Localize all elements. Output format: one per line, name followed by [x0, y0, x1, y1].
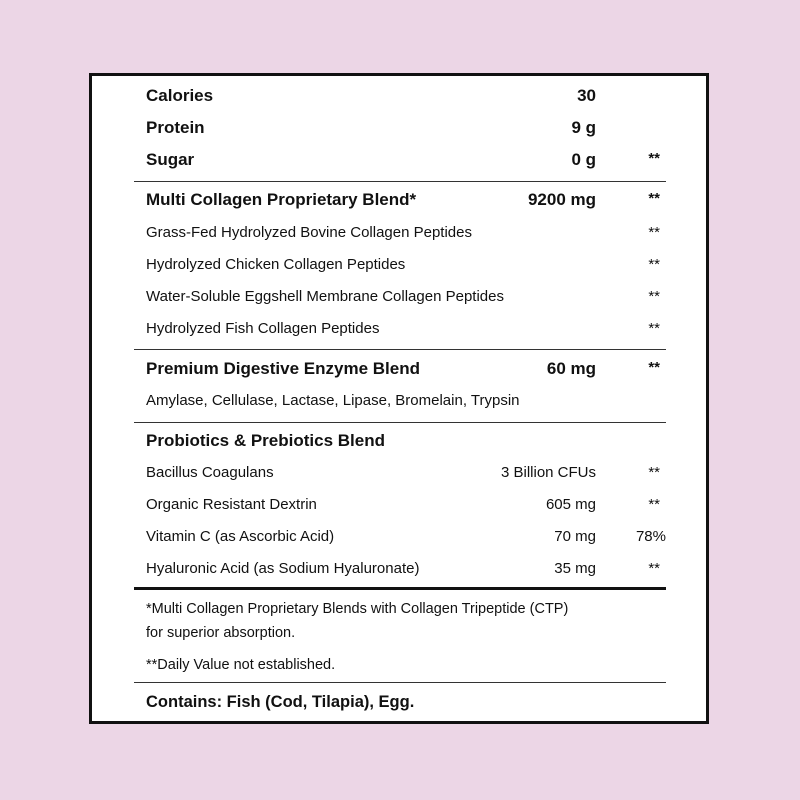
- divider: [134, 349, 666, 350]
- nutrient-dv: **: [648, 150, 660, 167]
- protein-row: [146, 118, 676, 142]
- nutrient-amount: 0 g: [571, 150, 596, 169]
- ingredient-row: [146, 288, 676, 312]
- divider: [134, 181, 666, 182]
- ingredient-row: [146, 496, 676, 520]
- ingredient-name: Hydrolyzed Fish Collagen Peptides: [146, 320, 380, 337]
- ingredient-dv: **: [648, 560, 660, 577]
- blend-title: Premium Digestive Enzyme Blend: [146, 359, 420, 378]
- ingredient-dv: **: [648, 288, 660, 305]
- supplement-facts-panel: [89, 73, 709, 724]
- ingredient-amount: 3 Billion CFUs: [500, 464, 596, 481]
- ingredient-dv: **: [648, 320, 660, 337]
- ingredient-dv: **: [648, 256, 660, 273]
- ingredient-row: [146, 224, 676, 248]
- ingredient-row: [146, 256, 676, 280]
- blend-dv: **: [648, 359, 660, 376]
- ingredient-row: [146, 560, 676, 584]
- collagen-blend-row: [146, 190, 676, 214]
- nutrient-name: Sugar: [146, 150, 195, 169]
- enzyme-ingredients: Amylase, Cellulase, Lactase, Lipase, Bromelain, Trypsin: [146, 392, 520, 409]
- blend-amount: 9200 mg: [527, 190, 596, 209]
- ingredient-amount: 35 mg: [554, 560, 596, 577]
- enzyme-blend-row: [146, 359, 676, 383]
- blend-amount: 60 mg: [546, 359, 596, 378]
- ingredient-dv: 78%: [635, 528, 666, 545]
- nutrient-name: Protein: [146, 118, 205, 137]
- ingredient-dv: **: [648, 224, 660, 241]
- ingredient-name: Organic Resistant Dextrin: [146, 496, 317, 513]
- calories-row: [146, 86, 676, 110]
- probiotics-blend-row: [146, 431, 676, 455]
- nutrient-amount: 9 g: [571, 118, 596, 137]
- ingredient-row: [146, 320, 676, 344]
- ingredient-amount: 605 mg: [545, 496, 596, 513]
- ingredient-name: Hydrolyzed Chicken Collagen Peptides: [146, 256, 406, 273]
- footnote-line: *Multi Collagen Proprietary Blends with Collagen Tripeptide (CTP): [146, 601, 569, 617]
- footnote-line: for superior absorption.: [146, 625, 296, 641]
- nutrient-amount: 30: [577, 86, 596, 105]
- ingredient-name: Bacillus Coagulans: [146, 464, 274, 481]
- footnote-line: **Daily Value not established.: [146, 657, 336, 673]
- blend-title: Probiotics & Prebiotics Blend: [146, 431, 385, 450]
- ingredient-row: [146, 528, 676, 552]
- allergen-statement: Contains: Fish (Cod, Tilapia), Egg.: [146, 693, 415, 711]
- divider: [134, 682, 666, 683]
- blend-title: Multi Collagen Proprietary Blend*: [146, 190, 417, 209]
- ingredient-row: [146, 464, 676, 488]
- ingredient-name: Grass-Fed Hydrolyzed Bovine Collagen Peptides: [146, 224, 472, 241]
- divider: [134, 422, 666, 423]
- ingredient-amount: 70 mg: [554, 528, 596, 545]
- blend-dv: **: [648, 190, 660, 207]
- ingredient-dv: **: [648, 464, 660, 481]
- ingredient-dv: **: [648, 496, 660, 513]
- enzyme-ingredients-row: [146, 392, 676, 416]
- sugar-row: [146, 150, 676, 174]
- thick-divider: [134, 587, 666, 590]
- ingredient-name: Hyaluronic Acid (as Sodium Hyaluronate): [146, 560, 420, 577]
- ingredient-name: Water-Soluble Eggshell Membrane Collagen Peptides: [146, 288, 504, 305]
- ingredient-name: Vitamin C (as Ascorbic Acid): [146, 528, 335, 545]
- nutrient-name: Calories: [146, 86, 214, 105]
